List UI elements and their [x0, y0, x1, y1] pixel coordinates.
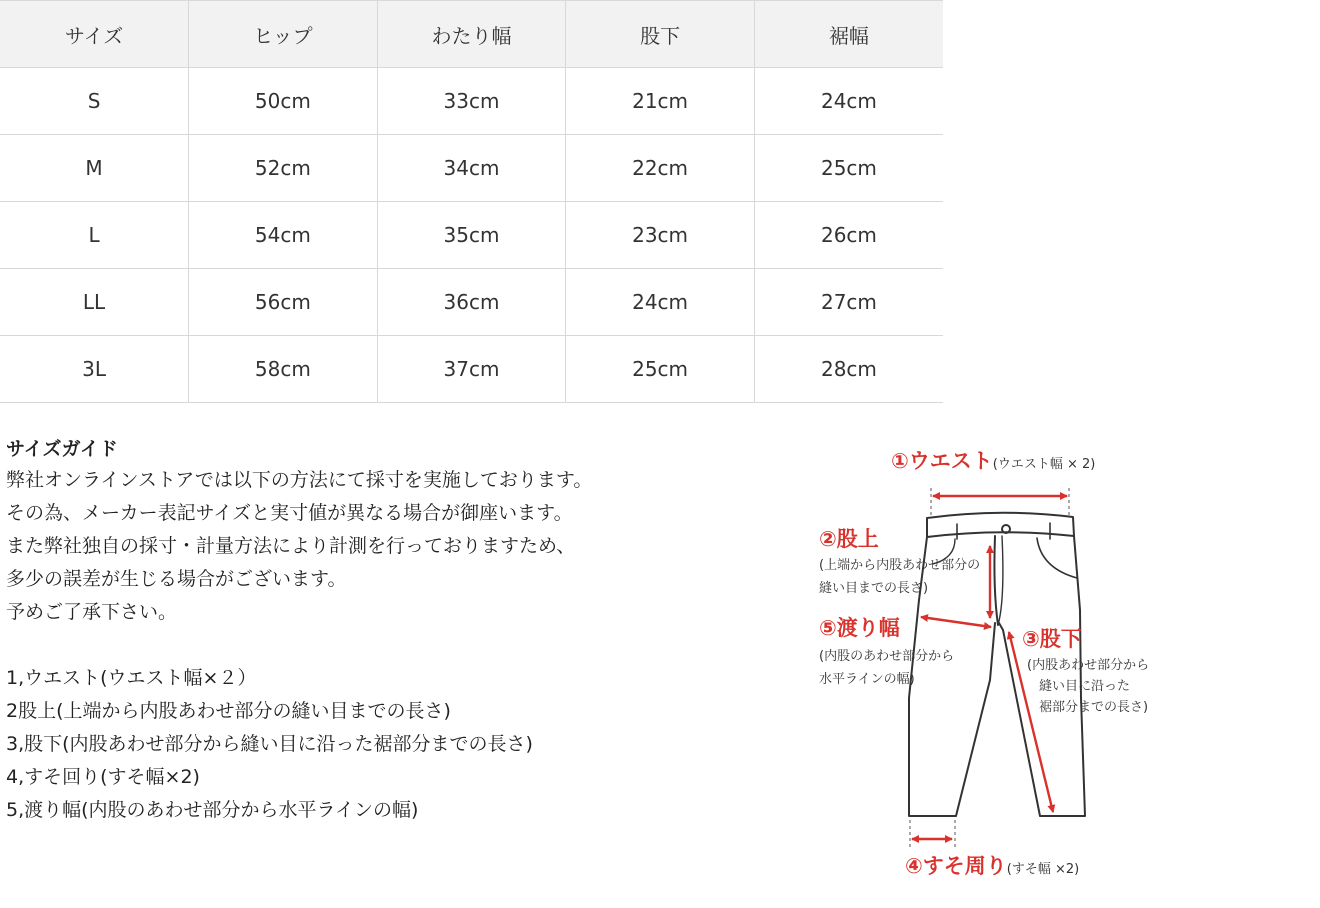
cell-hem-width: 27cm	[754, 269, 943, 336]
waist-label	[891, 448, 1095, 474]
table-header-row	[0, 1, 943, 68]
cell-inseam: 25cm	[566, 336, 755, 403]
rise-label	[819, 526, 879, 552]
size-guide	[6, 434, 766, 827]
cell-thigh-width: 35cm	[377, 202, 566, 269]
table-row	[0, 135, 943, 202]
cell-inseam: 21cm	[566, 68, 755, 135]
thigh-label	[819, 615, 900, 641]
guide-paragraph-line: また弊社独自の採寸・計量方法により計測を行っておりますため、	[6, 535, 576, 557]
hem-label	[905, 853, 1079, 879]
rise-note-line: (上端から内股あわせ部分の	[819, 558, 981, 573]
pants-measurement-diagram	[805, 440, 1165, 890]
cell-size: L	[0, 202, 189, 269]
header-hem-width: 裾幅	[754, 1, 943, 68]
header-inseam: 股下	[566, 1, 755, 68]
inseam-note-line: 裾部分までの長さ)	[1039, 700, 1149, 715]
cell-size: 3L	[0, 336, 189, 403]
rise-title: ②股上	[819, 527, 879, 551]
rise-note-line: 縫い目までの長さ)	[819, 581, 929, 596]
cell-hem-width: 25cm	[754, 135, 943, 202]
guide-measure-item: 4,すそ回り(すそ幅×2)	[6, 766, 200, 788]
cell-size: LL	[0, 269, 189, 336]
cell-hip: 52cm	[189, 135, 378, 202]
header-hip: ヒップ	[189, 1, 378, 68]
guide-paragraph-line: 多少の誤差が生じる場合がございます。	[6, 568, 347, 590]
cell-size: S	[0, 68, 189, 135]
cell-thigh-width: 33cm	[377, 68, 566, 135]
table-row	[0, 68, 943, 135]
inseam-note-line: (内股あわせ部分から	[1027, 658, 1150, 673]
guide-measure-item: 2股上(上端から内股あわせ部分の縫い目までの長さ)	[6, 700, 451, 722]
cell-thigh-width: 36cm	[377, 269, 566, 336]
cell-inseam: 24cm	[566, 269, 755, 336]
size-table	[0, 0, 943, 403]
cell-thigh-width: 37cm	[377, 336, 566, 403]
cell-hip: 50cm	[189, 68, 378, 135]
table-row	[0, 336, 943, 403]
size-guide-title: サイズガイド	[6, 438, 118, 460]
inseam-note-line: 縫い目に沿った	[1039, 679, 1131, 694]
header-size: サイズ	[0, 1, 189, 68]
inseam-label	[1022, 626, 1082, 652]
cell-thigh-width: 34cm	[377, 135, 566, 202]
cell-inseam: 23cm	[566, 202, 755, 269]
cell-size: M	[0, 135, 189, 202]
table-row	[0, 202, 943, 269]
thigh-note-line: (内股のあわせ部分から	[819, 649, 955, 664]
guide-measure-item: 1,ウエスト(ウエスト幅×２）	[6, 667, 257, 689]
cell-hip: 58cm	[189, 336, 378, 403]
cell-hem-width: 24cm	[754, 68, 943, 135]
waist-title: ①ウエスト	[891, 449, 993, 473]
guide-measure-item: 5,渡り幅(内股のあわせ部分から水平ラインの幅)	[6, 799, 419, 821]
spacer	[6, 629, 766, 662]
guide-paragraph-line: 弊社オンラインストアでは以下の方法にて採寸を実施しております。	[6, 469, 593, 491]
inseam-title: ③股下	[1022, 627, 1082, 651]
cell-hip: 56cm	[189, 269, 378, 336]
header-thigh-width: わたり幅	[377, 1, 566, 68]
guide-paragraph-line: 予めご了承下さい。	[6, 601, 178, 623]
thigh-title: ⑤渡り幅	[819, 616, 900, 640]
cell-hip: 54cm	[189, 202, 378, 269]
hem-note: (すそ幅 ×2)	[1006, 862, 1080, 877]
cell-inseam: 22cm	[566, 135, 755, 202]
waist-note: (ウエスト幅 × 2)	[992, 457, 1096, 472]
cell-hem-width: 26cm	[754, 202, 943, 269]
guide-measure-item: 3,股下(内股あわせ部分から縫い目に沿った裾部分までの長さ)	[6, 733, 533, 755]
cell-hem-width: 28cm	[754, 336, 943, 403]
thigh-note-line: 水平ラインの幅)	[819, 672, 915, 687]
thigh-arrow	[921, 617, 991, 627]
guide-paragraph-line: その為、メーカー表記サイズと実寸値が異なる場合が御座います。	[6, 502, 573, 524]
hem-title: ④すそ周り	[905, 854, 1007, 878]
table-row	[0, 269, 943, 336]
